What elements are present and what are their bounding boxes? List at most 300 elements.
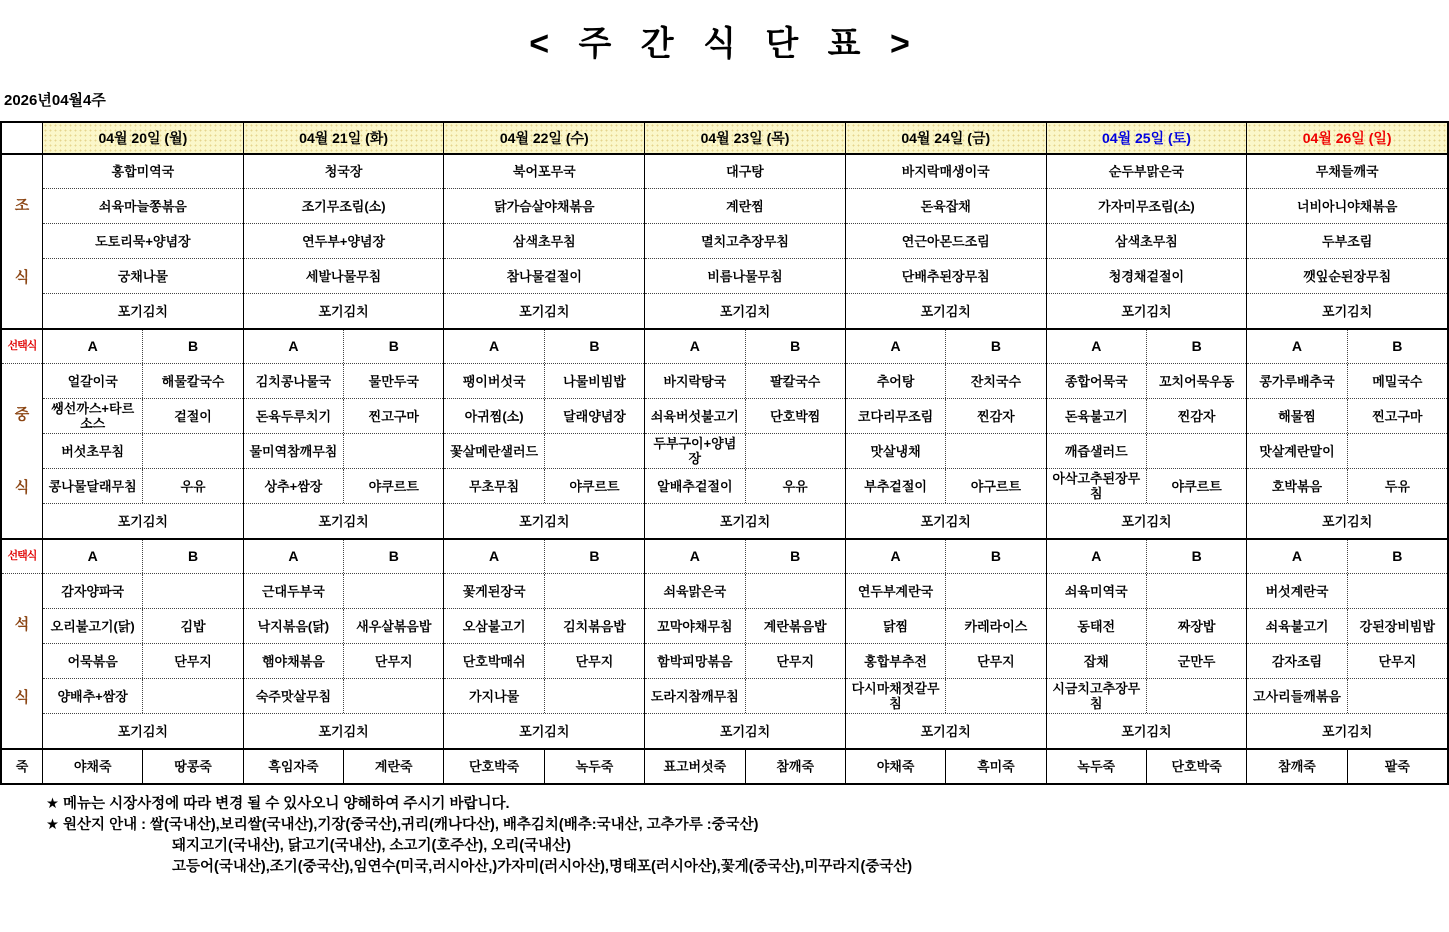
dinner-item-b — [1347, 679, 1447, 713]
dinner-item-a: 단호박매쉬 — [462, 653, 526, 669]
dinner-item-a: 어묵볶음 — [67, 653, 118, 669]
breakfast-item: 연근아몬드조림 — [846, 223, 1046, 258]
lunch-item-a: 알배추겉절이 — [657, 478, 733, 494]
row-label-column — [2, 123, 42, 783]
porridge-item-b: 팥죽 — [1347, 750, 1447, 783]
dinner-item-row — [444, 643, 644, 678]
dinner-item-row — [1047, 573, 1247, 608]
lunch-kimchi: 포기김치 — [1247, 503, 1447, 538]
dinner-item-b — [142, 679, 242, 713]
choice-option-b: B — [544, 540, 644, 573]
lunch-item-a: 쌩선까스+타르소스 — [51, 401, 135, 431]
lunch-item-b: 야쿠르트 — [544, 469, 644, 503]
dinner-item-b: 단무지 — [343, 644, 443, 678]
lunch-item-a: 두부구이+양념장 — [653, 436, 737, 466]
dinner-item-row — [244, 573, 444, 608]
choice-label-lunch: 선택식 — [2, 328, 42, 363]
dinner-item-row — [645, 643, 845, 678]
dinner-kimchi: 포기김치 — [1047, 713, 1247, 748]
breakfast-item: 포기김치 — [1047, 293, 1247, 328]
breakfast-item: 포기김치 — [1247, 293, 1447, 328]
dinner-item-a: 함박피망볶음 — [657, 653, 733, 669]
lunch-item-row — [1247, 433, 1447, 468]
choice-option-row — [846, 538, 1046, 573]
dinner-item-a: 햄야채볶음 — [262, 653, 325, 669]
dinner-item-row — [846, 643, 1046, 678]
choice-option-row — [645, 538, 845, 573]
porridge-item-a: 녹두죽 — [1077, 759, 1116, 774]
breakfast-item: 연두부+양념장 — [244, 223, 444, 258]
dinner-item-b: 계란볶음밥 — [745, 609, 845, 643]
breakfast-item: 쇠육마늘쫑볶음 — [43, 188, 243, 223]
porridge-item-row — [244, 748, 444, 783]
lunch-item-row — [444, 398, 644, 433]
lunch-item-row — [444, 363, 644, 398]
breakfast-item: 도토리묵+양념장 — [43, 223, 243, 258]
lunch-item-row — [1247, 398, 1447, 433]
day-header: 04월 22일 (수) — [444, 123, 644, 153]
porridge-item-a: 흑임자죽 — [268, 759, 319, 774]
footer-notes — [46, 794, 1449, 878]
dinner-item-row — [444, 573, 644, 608]
dinner-item-a: 쇠육불고기 — [1265, 618, 1329, 634]
choice-option-b: B — [1347, 330, 1447, 363]
dinner-item-row — [645, 608, 845, 643]
lunch-kimchi: 포기김치 — [43, 503, 243, 538]
lunch-item-row — [244, 398, 444, 433]
lunch-item-row — [1047, 398, 1247, 433]
lunch-kimchi: 포기김치 — [444, 503, 644, 538]
lunch-item-row — [1047, 363, 1247, 398]
breakfast-item: 돈육잡채 — [846, 188, 1046, 223]
lunch-item-b: 팔칼국수 — [745, 364, 845, 398]
lunch-item-row — [645, 433, 845, 468]
lunch-item-b: 겉절이 — [142, 399, 242, 433]
lunch-item-a: 돈육불고기 — [1064, 408, 1128, 424]
dinner-item-a: 감자조림 — [1271, 653, 1323, 669]
porridge-item-row — [444, 748, 644, 783]
porridge-item-row — [1047, 748, 1247, 783]
dinner-item-b: 짜장밥 — [1146, 609, 1246, 643]
dinner-item-row — [444, 608, 644, 643]
lunch-item-b: 메밀국수 — [1347, 364, 1447, 398]
dinner-item-row — [1047, 678, 1247, 713]
lunch-item-b — [945, 434, 1045, 468]
choice-option-b: B — [142, 330, 242, 363]
breakfast-item: 포기김치 — [846, 293, 1046, 328]
day-header: 04월 20일 (월) — [43, 123, 243, 153]
lunch-item-b — [745, 434, 845, 468]
day-header: 04월 23일 (목) — [645, 123, 845, 153]
lunch-item-a: 추어탕 — [876, 373, 915, 389]
choice-option-b: B — [1146, 330, 1246, 363]
dinner-item-b: 김밥 — [142, 609, 242, 643]
choice-option-a: A — [1291, 548, 1303, 564]
dinner-item-b — [142, 574, 242, 608]
dinner-kimchi: 포기김치 — [1247, 713, 1447, 748]
lunch-label-bottom: 식 — [14, 479, 30, 496]
choice-option-b: B — [1146, 540, 1246, 573]
dinner-item-row — [846, 678, 1046, 713]
dinner-item-b: 카레라이스 — [945, 609, 1045, 643]
porridge-item-a: 참깨죽 — [1278, 759, 1316, 774]
dinner-item-row — [846, 573, 1046, 608]
lunch-item-row — [444, 468, 644, 503]
lunch-kimchi: 포기김치 — [1047, 503, 1247, 538]
dinner-item-b: 새우살볶음밥 — [343, 609, 443, 643]
dinner-item-b — [544, 679, 644, 713]
dinner-item-a: 도라지참깨무침 — [650, 688, 739, 704]
dinner-item-b: 단무지 — [945, 644, 1045, 678]
dinner-item-b: 김치볶음밥 — [544, 609, 644, 643]
dinner-item-b: 단무지 — [1347, 644, 1447, 678]
lunch-item-a: 아삭고추된장무침 — [1052, 471, 1141, 501]
choice-option-a: A — [489, 338, 500, 354]
lunch-item-a: 맛살냉채 — [870, 443, 921, 459]
porridge-item-row — [43, 748, 243, 783]
dinner-kimchi: 포기김치 — [846, 713, 1046, 748]
dinner-item-a: 닭찜 — [882, 618, 909, 634]
choice-option-row — [645, 328, 845, 363]
choice-option-a: A — [689, 548, 700, 564]
lunch-item-a: 물미역참깨무침 — [249, 443, 338, 459]
breakfast-item: 너비아니야채볶음 — [1247, 188, 1447, 223]
lunch-item-row — [43, 398, 243, 433]
lunch-item-b: 야쿠르트 — [1146, 469, 1246, 503]
breakfast-item: 홍합미역국 — [43, 153, 243, 188]
lunch-item-b: 찐고구마 — [343, 399, 443, 433]
dinner-item-b — [343, 679, 443, 713]
dinner-kimchi: 포기김치 — [645, 713, 845, 748]
porridge-item-b: 참깨죽 — [745, 750, 845, 783]
day-column — [1046, 123, 1247, 783]
dinner-item-b — [945, 679, 1045, 713]
lunch-item-a: 코다리무조림 — [857, 408, 934, 424]
dinner-kimchi: 포기김치 — [444, 713, 644, 748]
dinner-item-b: 단무지 — [745, 644, 845, 678]
breakfast-item: 청국장 — [244, 153, 444, 188]
choice-option-b: B — [745, 540, 845, 573]
lunch-item-row — [244, 363, 444, 398]
lunch-item-row — [645, 363, 845, 398]
porridge-item-row — [846, 748, 1046, 783]
lunch-item-row — [645, 398, 845, 433]
lunch-item-b: 찐고구마 — [1347, 399, 1447, 433]
choice-option-b: B — [745, 330, 845, 363]
dinner-item-a: 가지나물 — [469, 688, 520, 704]
lunch-item-b — [343, 434, 443, 468]
porridge-item-b: 흑미죽 — [945, 750, 1045, 783]
dinner-item-row — [645, 573, 845, 608]
dinner-item-a: 시금치고추장무침 — [1052, 681, 1141, 711]
dinner-item-row — [43, 573, 243, 608]
breakfast-item: 멸치고추장무침 — [645, 223, 845, 258]
dinner-item-a: 근대두부국 — [262, 583, 325, 599]
porridge-section-label: 죽 — [2, 748, 42, 783]
lunch-item-row — [43, 433, 243, 468]
dinner-item-row — [846, 608, 1046, 643]
choice-option-a: A — [87, 338, 98, 354]
porridge-item-b: 계란죽 — [343, 750, 443, 783]
note-line: ★ 메뉴는 시장사정에 따라 변경 될 수 있사오니 양해하여 주시기 바랍니다. — [46, 796, 510, 812]
breakfast-item: 포기김치 — [645, 293, 845, 328]
lunch-item-a: 아귀찜(소) — [464, 408, 524, 424]
day-column — [644, 123, 845, 783]
dinner-item-b — [544, 574, 644, 608]
lunch-item-a: 맛살계란말이 — [1259, 443, 1335, 459]
lunch-item-row — [43, 468, 243, 503]
breakfast-item: 가자미무조림(소) — [1047, 188, 1247, 223]
breakfast-item: 삼색초무침 — [1047, 223, 1247, 258]
lunch-item-row — [244, 433, 444, 468]
lunch-item-b: 꼬치어묵우동 — [1146, 364, 1246, 398]
breakfast-item: 순두부맑은국 — [1047, 153, 1247, 188]
dinner-item-b — [745, 679, 845, 713]
breakfast-item: 비름나물무침 — [645, 258, 845, 293]
porridge-item-b: 녹두죽 — [544, 750, 644, 783]
lunch-item-b: 야쿠르트 — [343, 469, 443, 503]
lunch-item-row — [1047, 468, 1247, 503]
page-title: < 주 간 식 단 표 > — [529, 25, 920, 63]
note-line: 돼지고기(국내산), 닭고기(국내산), 소고기(호주산), 오리(국내산) — [172, 838, 571, 854]
lunch-item-row — [846, 363, 1046, 398]
lunch-item-b: 해물칼국수 — [142, 364, 242, 398]
lunch-item-b: 두유 — [1347, 469, 1447, 503]
dinner-item-row — [1047, 643, 1247, 678]
dinner-item-a: 쇠육미역국 — [1064, 583, 1128, 599]
choice-option-a: A — [1091, 548, 1102, 564]
lunch-item-b: 잔치국수 — [945, 364, 1045, 398]
dinner-item-a: 오리불고기(닭) — [50, 618, 135, 634]
lunch-label-top: 중 — [14, 406, 30, 423]
breakfast-item: 북어포무국 — [444, 153, 644, 188]
dinner-item-a: 꽃게된장국 — [462, 583, 526, 599]
breakfast-item: 궁채나물 — [43, 258, 243, 293]
dinner-item-a: 버섯계란국 — [1265, 583, 1329, 599]
lunch-item-b — [544, 434, 644, 468]
breakfast-item: 단배추된장무침 — [846, 258, 1046, 293]
lunch-item-a: 팽이버섯국 — [462, 373, 526, 389]
note-line: ★ 원산지 안내 : 쌀(국내산),보리쌀(국내산),기장(중국산),귀리(캐나다산), 배추김치(배추:국내산, 고추가루 :중국산) — [46, 817, 759, 833]
dinner-item-b: 군만두 — [1146, 644, 1246, 678]
dinner-item-b — [1146, 679, 1246, 713]
porridge-item-row — [645, 748, 845, 783]
lunch-item-b: 우유 — [142, 469, 242, 503]
day-column — [845, 123, 1046, 783]
lunch-item-b: 단호박찜 — [745, 399, 845, 433]
breakfast-item: 포기김치 — [43, 293, 243, 328]
lunch-kimchi: 포기김치 — [645, 503, 845, 538]
dinner-item-a: 낙지볶음(닭) — [257, 618, 330, 634]
dinner-item-b — [1347, 574, 1447, 608]
dinner-item-row — [43, 643, 243, 678]
dinner-item-b — [343, 574, 443, 608]
dinner-item-row — [244, 608, 444, 643]
breakfast-item: 대구탕 — [645, 153, 845, 188]
breakfast-item: 청경채겉절이 — [1047, 258, 1247, 293]
lunch-item-b — [1146, 434, 1246, 468]
choice-option-a: A — [288, 548, 299, 564]
weekly-menu-table — [0, 121, 1449, 785]
dinner-item-b: 단무지 — [142, 644, 242, 678]
day-column — [1246, 123, 1447, 783]
dinner-item-row — [244, 678, 444, 713]
dinner-item-row — [645, 678, 845, 713]
dinner-item-a: 양배추+쌈장 — [57, 688, 128, 704]
week-label: 2026년04월4주 — [4, 92, 106, 109]
dinner-label-bottom: 식 — [14, 689, 30, 706]
lunch-item-b: 찐감자 — [1146, 399, 1246, 433]
dinner-item-row — [1247, 608, 1447, 643]
breakfast-item: 포기김치 — [244, 293, 444, 328]
lunch-item-b: 우유 — [745, 469, 845, 503]
dinner-item-a: 연두부계란국 — [857, 583, 934, 599]
lunch-item-row — [846, 398, 1046, 433]
choice-option-b: B — [945, 540, 1045, 573]
lunch-section-label — [2, 363, 42, 538]
choice-option-row — [43, 538, 243, 573]
dinner-kimchi: 포기김치 — [244, 713, 444, 748]
lunch-item-row — [1247, 468, 1447, 503]
porridge-item-b: 단호박죽 — [1146, 750, 1246, 783]
choice-option-row — [1047, 538, 1247, 573]
day-header: 04월 24일 (금) — [846, 123, 1046, 153]
choice-option-a: A — [1291, 338, 1303, 354]
breakfast-label-top: 조 — [14, 196, 30, 214]
dinner-item-a: 고사리들깨볶음 — [1253, 688, 1341, 704]
choice-option-a: A — [689, 338, 700, 354]
day-column — [42, 123, 243, 783]
dinner-kimchi: 포기김치 — [43, 713, 243, 748]
choice-option-a: A — [288, 338, 299, 354]
dinner-section-label — [2, 573, 42, 748]
dinner-item-a: 숙주맛살무침 — [255, 688, 332, 704]
choice-option-b: B — [343, 330, 443, 363]
breakfast-item: 계란찜 — [645, 188, 845, 223]
choice-option-row — [244, 538, 444, 573]
lunch-item-b: 달래양념장 — [544, 399, 644, 433]
porridge-item-a: 야채죽 — [876, 759, 915, 774]
lunch-item-a: 김치콩나물국 — [255, 373, 332, 389]
day-header: 04월 25일 (토) — [1047, 123, 1247, 153]
dinner-item-b: 강된장비빔밥 — [1347, 609, 1447, 643]
lunch-item-row — [645, 468, 845, 503]
choice-option-row — [1047, 328, 1247, 363]
lunch-item-b: 물만두국 — [343, 364, 443, 398]
breakfast-item: 바지락매생이국 — [846, 153, 1046, 188]
choice-option-row — [846, 328, 1046, 363]
choice-option-a: A — [890, 548, 901, 564]
breakfast-item: 무채들깨국 — [1247, 153, 1447, 188]
porridge-item-a: 단호박죽 — [469, 759, 520, 774]
breakfast-item: 닭가슴살야채볶음 — [444, 188, 644, 223]
lunch-item-b — [1347, 434, 1447, 468]
porridge-item-a: 표고버섯죽 — [663, 759, 727, 774]
choice-option-row — [244, 328, 444, 363]
lunch-item-row — [1247, 363, 1447, 398]
lunch-item-row — [846, 468, 1046, 503]
breakfast-item: 세발나물무침 — [244, 258, 444, 293]
day-column — [243, 123, 444, 783]
choice-option-b: B — [1347, 540, 1447, 573]
choice-option-row — [444, 538, 644, 573]
lunch-item-row — [444, 433, 644, 468]
lunch-item-a: 바지락탕국 — [663, 373, 727, 389]
dinner-item-row — [43, 678, 243, 713]
choice-option-b: B — [544, 330, 644, 363]
dinner-item-row — [1247, 573, 1447, 608]
dinner-item-a: 쇠육맑은국 — [663, 583, 727, 599]
day-header: 04월 21일 (화) — [244, 123, 444, 153]
choice-option-b: B — [142, 540, 242, 573]
lunch-item-a: 무초무침 — [469, 478, 520, 494]
choice-option-b: B — [343, 540, 443, 573]
lunch-item-row — [43, 363, 243, 398]
dinner-item-a: 잡채 — [1083, 653, 1109, 669]
dinner-item-a: 오삼불고기 — [462, 618, 526, 634]
lunch-item-a: 부추겉절이 — [864, 478, 927, 494]
choice-option-a: A — [489, 548, 500, 564]
lunch-item-a: 종합어묵국 — [1064, 373, 1128, 389]
corner-cell — [2, 123, 42, 153]
dinner-item-a: 홍합부추전 — [864, 653, 927, 669]
dinner-item-row — [444, 678, 644, 713]
dinner-item-b — [745, 574, 845, 608]
choice-option-a: A — [87, 548, 98, 564]
choice-option-a: A — [890, 338, 901, 354]
lunch-item-a: 콩가루배추국 — [1259, 373, 1335, 389]
breakfast-label-bottom: 식 — [14, 269, 30, 287]
day-header: 04월 26일 (일) — [1247, 123, 1447, 153]
lunch-item-a: 해물찜 — [1278, 408, 1316, 424]
lunch-item-a: 얼갈이국 — [67, 373, 118, 389]
breakfast-item: 두부조림 — [1247, 223, 1447, 258]
choice-option-row — [1247, 538, 1447, 573]
dinner-item-row — [1247, 643, 1447, 678]
breakfast-item: 참나물겉절이 — [444, 258, 644, 293]
breakfast-item: 깻잎순된장무침 — [1247, 258, 1447, 293]
dinner-item-b: 단무지 — [544, 644, 644, 678]
dinner-item-a: 동태전 — [1077, 618, 1116, 634]
lunch-item-row — [846, 433, 1046, 468]
lunch-item-a: 돈육두루치기 — [255, 408, 332, 424]
lunch-item-a: 버섯초무침 — [61, 443, 125, 459]
lunch-item-a: 꽃살메란샐러드 — [450, 443, 539, 459]
dinner-item-a: 다시마채젓갈무침 — [851, 681, 940, 711]
choice-option-b: B — [945, 330, 1045, 363]
porridge-item-b: 땅콩죽 — [142, 750, 242, 783]
lunch-item-a: 상추+쌈장 — [264, 478, 323, 494]
lunch-item-b: 찐감자 — [945, 399, 1045, 433]
breakfast-item: 조기무조림(소) — [244, 188, 444, 223]
dinner-label-top: 석 — [14, 616, 30, 633]
dinner-item-row — [1047, 608, 1247, 643]
breakfast-item: 삼색초무침 — [444, 223, 644, 258]
breakfast-section-label — [2, 153, 42, 328]
lunch-item-a: 콩나물달래무침 — [48, 478, 137, 494]
lunch-item-a: 호박볶음 — [1271, 478, 1323, 494]
dinner-item-a: 감자양파국 — [61, 583, 125, 599]
choice-option-row — [43, 328, 243, 363]
dinner-item-b — [945, 574, 1045, 608]
lunch-kimchi: 포기김치 — [244, 503, 444, 538]
dinner-item-row — [1247, 678, 1447, 713]
lunch-item-row — [244, 468, 444, 503]
lunch-kimchi: 포기김치 — [846, 503, 1046, 538]
lunch-item-b: 나물비빔밥 — [544, 364, 644, 398]
dinner-item-row — [43, 608, 243, 643]
lunch-item-a: 깨즙샐러드 — [1064, 443, 1128, 459]
